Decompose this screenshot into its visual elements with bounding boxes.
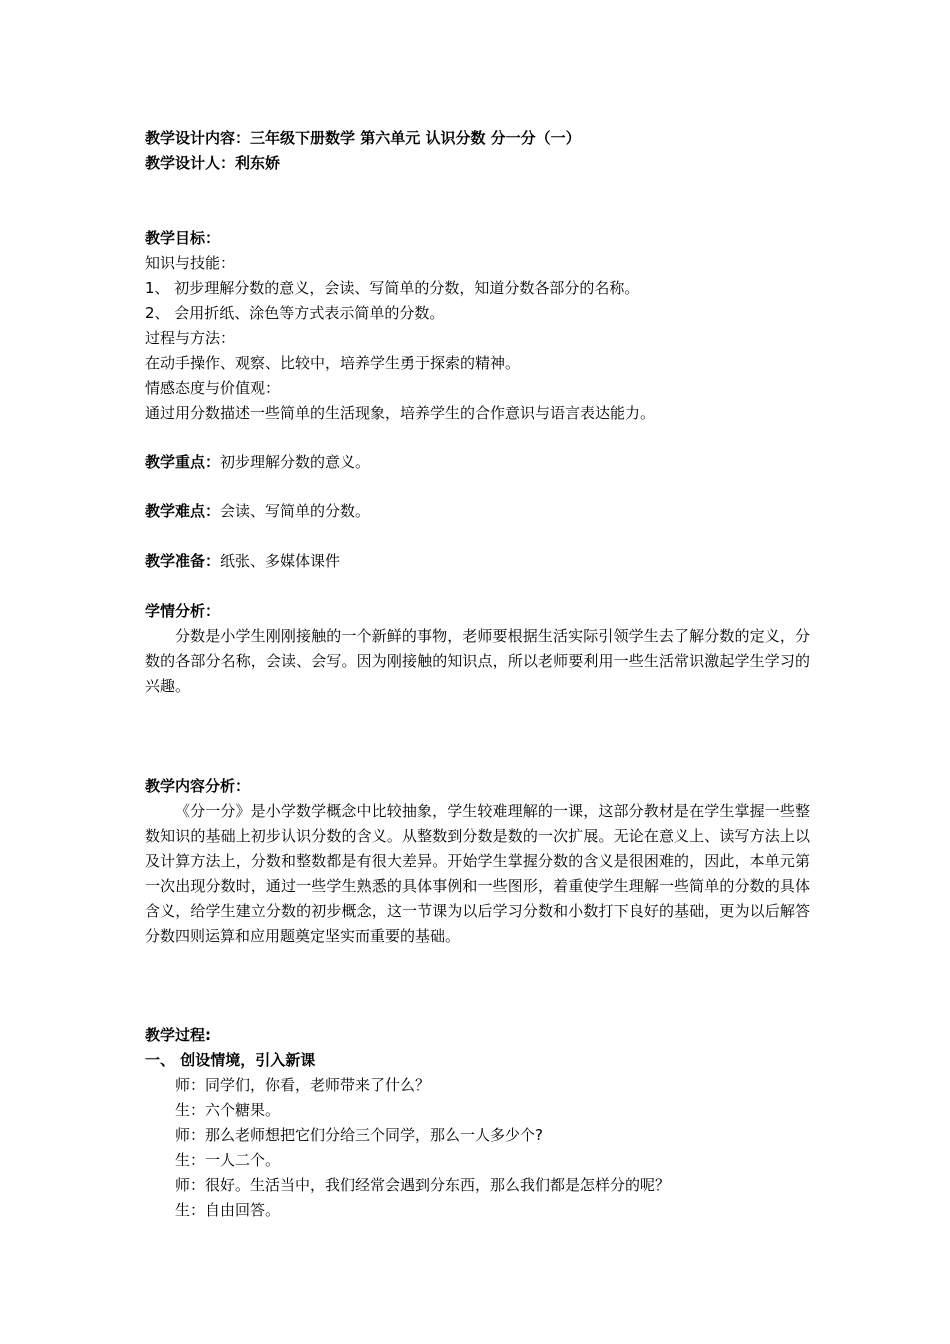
dialogue-line: 生：一人二个。 (175, 1151, 281, 1169)
document-header (145, 126, 810, 176)
knowledge-item: 1、 初步理解分数的意义，会读、写简单的分数，知道分数各部分的名称。 (145, 279, 640, 297)
process-method-heading: 过程与方法： (145, 329, 236, 347)
knowledge-heading: 知识与技能： (145, 254, 236, 272)
process-method-text: 在动手操作、观察、比较中，培养学生勇于探索的精神。 (145, 354, 521, 372)
designer-value: 利东娇 (235, 154, 281, 172)
learner-analysis-heading: 学情分析： (145, 602, 221, 620)
dialogue-line: 生：自由回答。 (175, 1201, 281, 1219)
emotion-heading: 情感态度与价值观： (145, 379, 281, 397)
preparation-text: 纸张、多媒体课件 (220, 552, 341, 570)
objectives-heading: 教学目标： (145, 229, 221, 247)
content-value: 三年级下册数学 第六单元 认识分数 分一分（一） (250, 129, 581, 147)
knowledge-item: 2、 会用折纸、涂色等方式表示简单的分数。 (145, 304, 445, 322)
difficulty-section (145, 499, 810, 524)
teaching-process-section (145, 1023, 810, 1223)
teaching-process-heading: 教学过程: (145, 1026, 211, 1044)
dialogue-line: 师：那么老师想把它们分给三个同学，那么一人多少个? (175, 1126, 543, 1144)
dialogue-line: 生：六个糖果。 (175, 1101, 281, 1119)
key-point-text: 初步理解分数的意义。 (220, 453, 371, 471)
learner-analysis-section (145, 599, 810, 699)
designer-line (145, 151, 810, 176)
objectives-section (145, 226, 810, 426)
content-label: 教学设计内容： (145, 129, 251, 147)
difficulty-label: 教学难点： (145, 502, 221, 520)
key-point-label: 教学重点： (145, 453, 221, 471)
section-title: 一、 创设情境，引入新课 (145, 1051, 316, 1069)
content-analysis-heading: 教学内容分析： (145, 777, 251, 795)
preparation-label: 教学准备： (145, 552, 221, 570)
content-analysis-section (145, 774, 810, 949)
preparation-section (145, 549, 810, 574)
key-point-section (145, 450, 810, 475)
difficulty-text: 会读、写简单的分数。 (220, 502, 371, 520)
emotion-text: 通过用分数描述一些简单的生活现象，培养学生的合作意识与语言表达能力。 (145, 404, 656, 422)
content-analysis-text: 《分一分》是小学数学概念中比较抽象，学生较难理解的一课，这部分教材是在学生掌握一些整数知识的基础上初步认识分数的含义。从整数到分数是数的一次扩展。无论在意义上、读写方法上以及计算方法上，分数和整数都是有很大差异。开始学生掌握分数的含义是很困难的，因此，本单元第一次出现分数时，通过一些学生熟悉的具体事例和一些图形，着重使学生理解一些简单的分数的具体含义，给学生建立分数的初步概念，这一节课为以后学习分数和小数打下良好的基础，更为以后解答分数四则运算和应用题奠定坚实而重要的基础。 (145, 802, 810, 945)
designer-label: 教学设计人： (145, 154, 236, 172)
content-line (145, 126, 810, 151)
dialogue-line: 师：同学们，你看，老师带来了什么？ (175, 1076, 431, 1094)
learner-analysis-text: 分数是小学生刚刚接触的一个新鲜的事物，老师要根据生活实际引领学生去了解分数的定义，分数的各部分名称，会读、会写。因为刚接触的知识点，所以老师要利用一些生活常识激起学生学习的兴趣。 (145, 627, 810, 695)
dialogue-line: 师：很好。生活当中，我们经常会遇到分东西，那么我们都是怎样分的呢？ (175, 1176, 671, 1194)
